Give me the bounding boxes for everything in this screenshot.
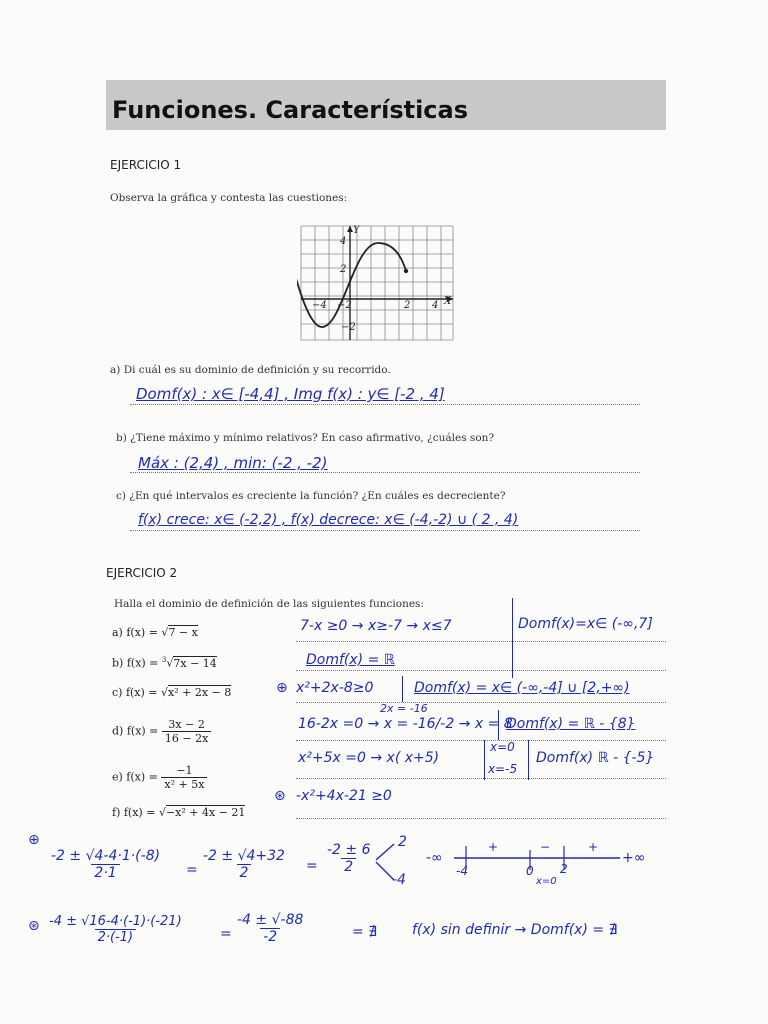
root-index: 3: [161, 656, 167, 664]
numerator: -4 ± √16-4·(-1)·(-21): [49, 914, 182, 929]
sign-chart-left: -∞: [426, 850, 443, 866]
numerator: -2 ± √4+32: [203, 848, 285, 864]
denominator: 16 − 2x: [162, 731, 211, 745]
x-tick-label: 2: [404, 300, 411, 311]
curve-end-point: [404, 269, 408, 273]
calc-2-step-1: [46, 914, 185, 945]
exercise-2-heading: EJERCICIO 2: [106, 566, 178, 580]
answer-line: [130, 404, 640, 405]
calc-1-step-2: [200, 848, 288, 881]
denominator: 2: [341, 858, 356, 875]
sign-note: x=0: [536, 876, 557, 887]
function-b: b) f(x) = $^3$√7x − 14: [112, 656, 217, 670]
sign-chart-right: +∞: [622, 850, 646, 866]
answer-line: [130, 530, 640, 531]
domain-e: Domf(x) ℝ - {-5}: [536, 750, 655, 766]
numerator: -4 ± √-88: [237, 912, 304, 928]
answer-line: [296, 641, 666, 642]
radicand: 7 − x: [168, 626, 198, 639]
work-d-step: 2x = -16: [380, 702, 428, 715]
calc-2-step-2: [234, 912, 306, 945]
y-tick-label: −2: [341, 322, 356, 333]
separator-line: [484, 740, 485, 780]
mark-c: ⊕: [276, 680, 288, 696]
mark-calc-1: ⊕: [28, 832, 40, 848]
answer-line: [296, 702, 666, 703]
question-1c: c) ¿En qué intervalos es creciente la función? ¿En cuáles es decreciente?: [116, 490, 506, 502]
work-c: x²+2x-8≥0: [296, 680, 374, 696]
function-label: b) f(x) =: [112, 656, 162, 670]
work-e: x²+5x =0 → x( x+5): [298, 750, 440, 766]
denominator: 2·1: [91, 864, 119, 881]
separator-line: [498, 710, 499, 740]
denominator: 2: [237, 864, 252, 881]
function-label: e) f(x) =: [112, 770, 162, 784]
answer-1c: f(x) crece: x∈ (-2,2) , f(x) decrece: x∈ (-4,-2) ∪ ( 2 , 4): [138, 512, 519, 528]
x-tick-label: −4: [312, 300, 327, 311]
function-c: c) f(x) = √x² + 2x − 8: [112, 686, 232, 699]
function-curve: [297, 243, 406, 327]
calc-1-step-3: [324, 842, 374, 875]
root-2: -4: [392, 872, 406, 888]
domain-c: Domf(x) = x∈ (-∞,-4] ∪ [2,+∞): [414, 680, 630, 696]
equals: =: [186, 862, 198, 878]
denominator: 2·(-1): [95, 929, 137, 945]
x-axis-label: X: [444, 296, 452, 307]
sign-point: -4: [456, 864, 468, 878]
sign-point: 0: [526, 864, 534, 878]
numerator: −1: [176, 764, 193, 777]
work-f: -x²+4x-21 ≥0: [296, 788, 392, 804]
numerator: -2 ± √4-4·1·(-8): [51, 848, 161, 864]
root-1: 2: [398, 834, 407, 850]
function-label: c) f(x) =: [112, 686, 162, 699]
separator-line: [528, 740, 529, 780]
answer-line: [130, 472, 640, 473]
equals: =: [220, 926, 232, 942]
answer-line: [296, 778, 666, 779]
answer-line: [296, 818, 666, 819]
function-graph: [297, 222, 457, 344]
function-a: a) f(x) = √7 − x: [112, 626, 198, 639]
function-graph-svg: [297, 222, 457, 344]
radicand: 7x − 14: [173, 656, 217, 670]
domain-a: Domf(x)=x∈ (-∞,7]: [518, 616, 653, 632]
y-axis-label: Y: [353, 225, 360, 236]
answer-1b: Máx : (2,4) , min: (-2 , -2): [138, 454, 328, 472]
answer-line: [296, 740, 666, 741]
function-e: [112, 764, 207, 791]
exercise-2-intro: Halla el dominio de definición de las siguientes funciones:: [114, 598, 424, 610]
question-1a: a) Di cuál es su dominio de definición y su recorrido.: [110, 364, 391, 376]
numerator: 3x − 2: [168, 718, 205, 731]
x-tick-label: 4: [432, 300, 439, 311]
function-f: f) f(x) = √−x² + 4x − 21: [112, 806, 246, 819]
sign-value: +: [488, 840, 499, 854]
radicand: −x² + 4x − 21: [165, 806, 246, 819]
function-label: a) f(x) =: [112, 626, 162, 639]
equals: =: [306, 858, 318, 874]
domain-d: Domf(x) = ℝ - {8}: [506, 716, 636, 732]
separator-line: [512, 598, 513, 678]
work-a: 7-x ≥0 → x≥-7 → x≤7: [300, 618, 452, 634]
answer-1a: Domf(x) : x∈ [-4,4] , Img f(x) : y∈ [-2 , 4]: [136, 385, 445, 403]
sign-value: +: [588, 840, 599, 854]
function-label: d) f(x) =: [112, 724, 162, 738]
calc-2-result: = ∄: [352, 924, 378, 940]
numerator: -2 ± 6: [327, 842, 371, 858]
calc-1-step-1: [48, 848, 163, 881]
denominator: x² + 5x: [161, 777, 207, 791]
calc-2-conclusion: f(x) sin definir → Domf(x) = ∄: [412, 922, 618, 938]
work-d: 16-2x =0 → x = -16/-2 → x = 8: [298, 716, 513, 732]
domain-b: Domf(x) = ℝ: [306, 652, 395, 668]
sign-point: 2: [560, 862, 568, 876]
answer-line: [296, 670, 666, 671]
root-e-2: x=-5: [488, 762, 518, 776]
function-label: f) f(x) =: [112, 806, 159, 819]
page-title: Funciones. Características: [112, 96, 469, 124]
denominator: -2: [260, 928, 280, 945]
separator-line: [402, 676, 403, 702]
mark-f: ⊛: [274, 788, 286, 804]
exercise-1-intro: Observa la gráfica y contesta las cuestiones:: [110, 192, 348, 204]
root-e-1: x=0: [490, 740, 515, 754]
sign-value: −: [540, 840, 551, 854]
function-d: [112, 718, 211, 745]
y-tick-label: 2: [340, 264, 347, 275]
x-tick-label: −2: [337, 300, 352, 311]
exercise-1-heading: EJERCICIO 1: [110, 158, 182, 172]
question-1b: b) ¿Tiene máximo y mínimo relativos? En caso afirmativo, ¿cuáles son?: [116, 432, 495, 444]
radicand: x² + 2x − 8: [168, 686, 232, 699]
y-tick-label: 4: [340, 236, 347, 247]
mark-calc-2: ⊛: [28, 918, 40, 934]
